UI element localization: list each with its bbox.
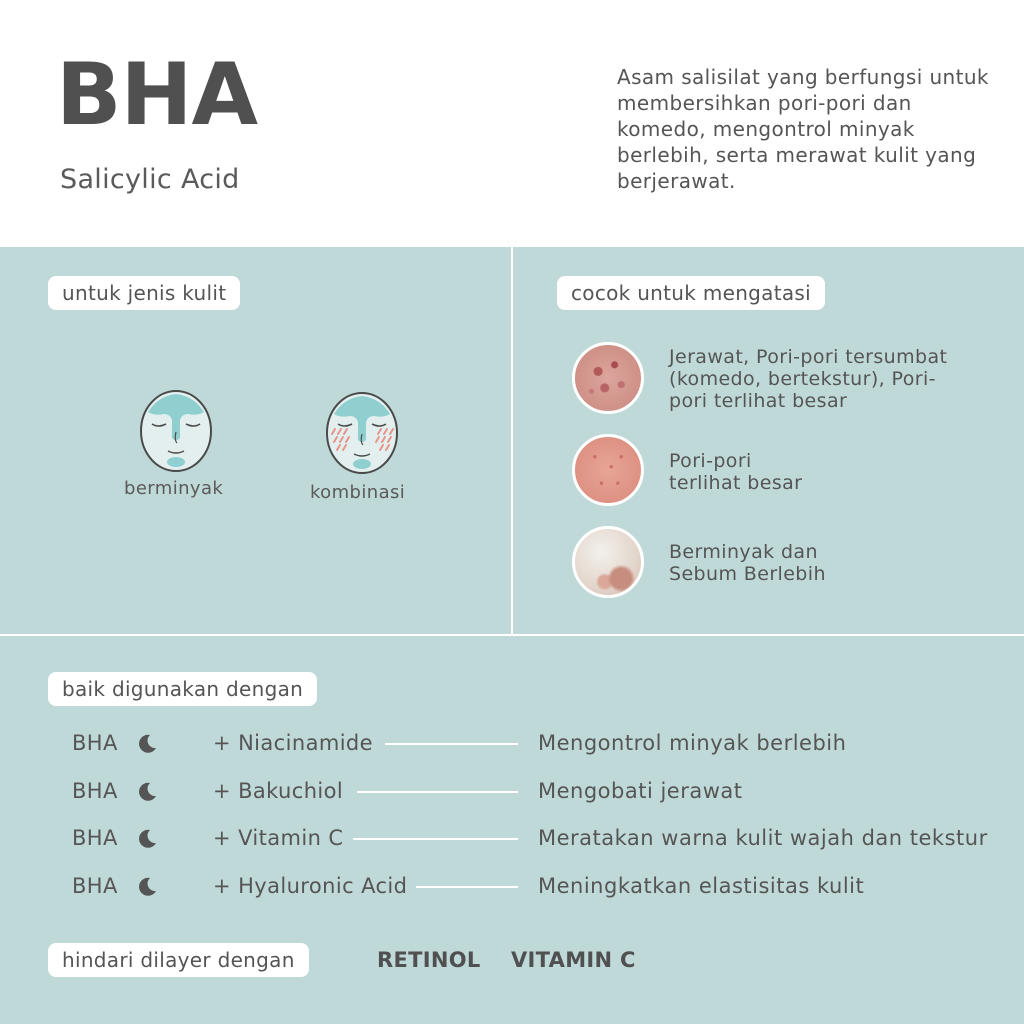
connector-line xyxy=(353,838,518,840)
concerns-heading: cocok untuk mengatasi xyxy=(557,276,825,310)
base-ingredient: BHA xyxy=(72,874,118,898)
acne-skin-photo xyxy=(572,342,644,414)
base-ingredient: BHA xyxy=(72,826,118,850)
avoid-item: RETINOL xyxy=(377,948,481,972)
paired-ingredient: + Vitamin C xyxy=(213,826,344,850)
pores-skin-photo xyxy=(572,434,644,506)
benefit-text: Meratakan warna kulit wajah dan tekstur xyxy=(538,826,988,850)
connector-line xyxy=(357,791,518,793)
avoid-item: VITAMIN C xyxy=(511,948,636,972)
description: Asam salisilat yang berfungsi untuk membersihkan pori-pori dan komedo, mengontrol minyak berlebih, serta merawat kulit yang berjerawat. xyxy=(617,65,989,193)
connector-line xyxy=(416,886,518,888)
combination-row xyxy=(0,731,1024,761)
combination-face-icon xyxy=(324,390,400,476)
concern-item: Berminyak dan Sebum Berlebih xyxy=(669,541,826,585)
oily-face-icon xyxy=(138,388,214,474)
header xyxy=(0,0,1024,247)
combinations-heading: baik digunakan dengan xyxy=(48,672,317,706)
benefit-text: Mengontrol minyak berlebih xyxy=(538,731,847,755)
benefit-text: Mengobati jerawat xyxy=(538,779,743,803)
concern-item: Jerawat, Pori-pori tersumbat (komedo, bertekstur), Pori- pori terlihat besar xyxy=(669,346,948,412)
paired-ingredient: + Niacinamide xyxy=(213,731,373,755)
combination-row xyxy=(0,779,1024,809)
page-title: BHA xyxy=(56,45,258,145)
benefit-text: Meningkatkan elastisitas kulit xyxy=(538,874,865,898)
page-subtitle: Salicylic Acid xyxy=(60,164,240,195)
paired-ingredient: + Bakuchiol xyxy=(213,779,344,803)
combination-row xyxy=(0,874,1024,904)
connector-line xyxy=(385,743,518,745)
moon-icon xyxy=(136,733,158,755)
base-ingredient: BHA xyxy=(72,731,118,755)
skin-type-label: berminyak xyxy=(124,478,224,499)
moon-icon xyxy=(136,876,158,898)
base-ingredient: BHA xyxy=(72,779,118,803)
skin-type-label: kombinasi xyxy=(310,482,406,503)
avoid-heading: hindari dilayer dengan xyxy=(48,943,309,977)
concern-item: Pori-pori terlihat besar xyxy=(669,450,803,494)
skin-type-heading: untuk jenis kulit xyxy=(48,276,240,310)
paired-ingredient: + Hyaluronic Acid xyxy=(213,874,408,898)
oily-skin-photo xyxy=(572,526,644,598)
combination-row xyxy=(0,826,1024,856)
moon-icon xyxy=(136,828,158,850)
moon-icon xyxy=(136,781,158,803)
